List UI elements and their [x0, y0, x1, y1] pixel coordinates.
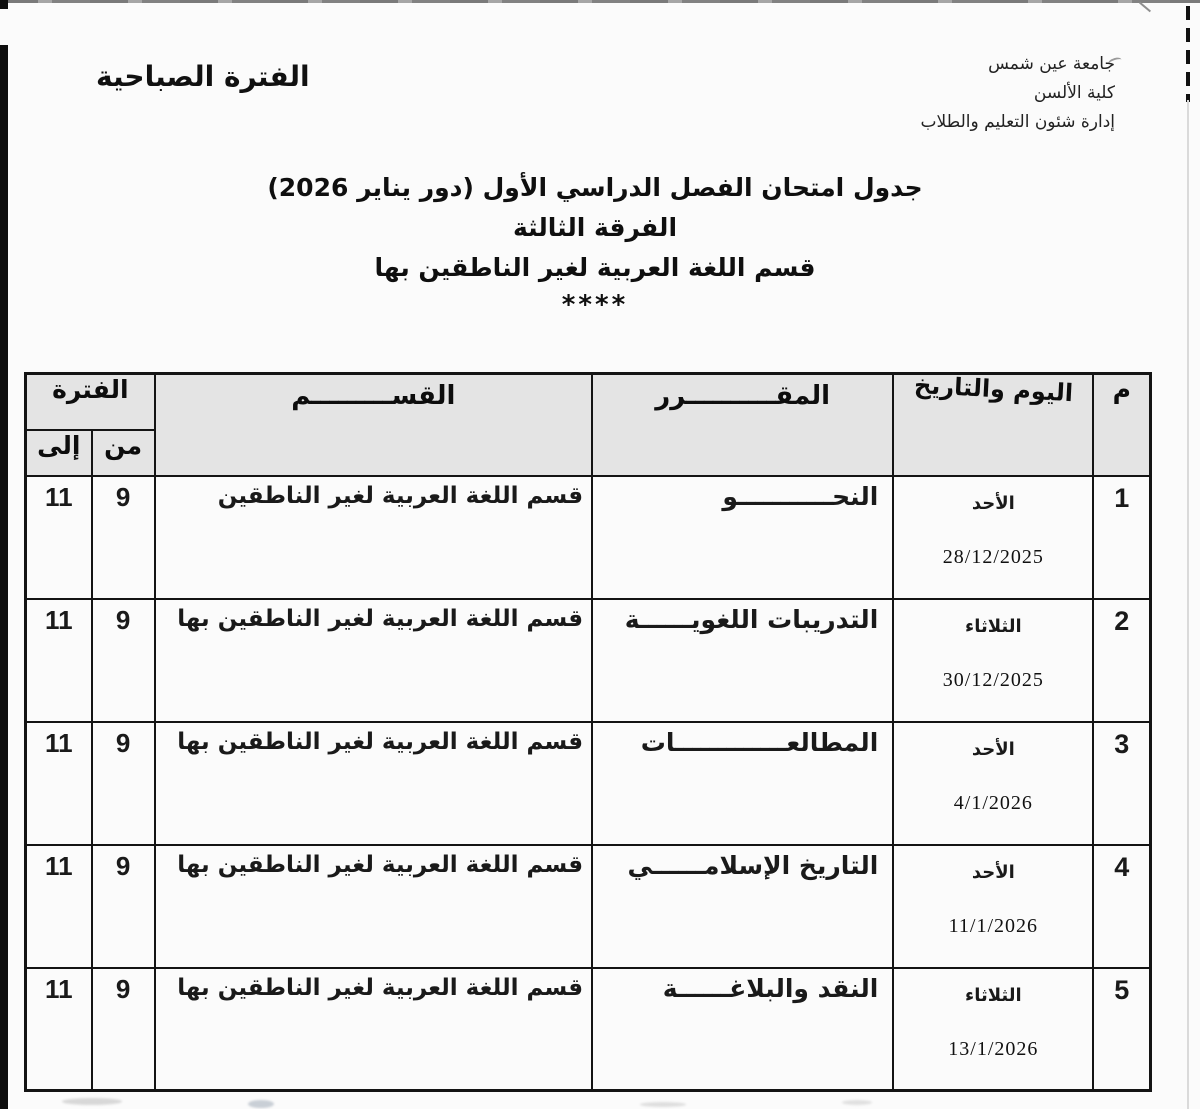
exam-table — [24, 372, 1152, 1092]
letterhead — [921, 50, 1116, 137]
period-label: الفترة الصباحية — [96, 60, 310, 93]
row-day-date — [893, 722, 1093, 845]
row-index: 3 — [1093, 722, 1150, 845]
table-row — [26, 476, 1151, 599]
row-course: التدريبات اللغويــــــة — [592, 599, 893, 722]
header-index: م — [1093, 374, 1150, 476]
row-department: قسم اللغة العربية لغير الناطقين بها — [155, 599, 592, 722]
row-day: الأحد — [971, 738, 1015, 760]
row-to: 11 — [26, 845, 92, 968]
row-from: 9 — [92, 722, 155, 845]
letterhead-office: إدارة شئون التعليم والطلاب — [920, 112, 1115, 132]
title-line-3: قسم اللغة العربية لغير الناطقين بها — [374, 253, 816, 282]
header-department: القســـــــــم — [155, 374, 592, 476]
scan-smudge — [842, 1100, 872, 1105]
row-from: 9 — [92, 476, 155, 599]
row-from: 9 — [92, 599, 155, 722]
row-index: 4 — [1093, 845, 1150, 968]
scan-edge-left — [0, 0, 8, 1109]
row-date: 30/12/2025 — [942, 668, 1044, 691]
exam-table-body — [26, 476, 1151, 1091]
scan-smudge — [248, 1100, 274, 1108]
row-day: الثلاثاء — [965, 615, 1022, 637]
row-day: الأحد — [971, 492, 1015, 514]
header-day-date — [893, 370, 1093, 476]
scan-smudge — [640, 1102, 686, 1107]
row-day-date — [893, 599, 1093, 722]
row-course: المطالعـــــــــــــات — [592, 722, 893, 845]
row-date: 11/1/2026 — [948, 914, 1039, 937]
row-department: قسم اللغة العربية لغير الناطقين — [155, 476, 592, 599]
row-day: الأحد — [971, 861, 1015, 883]
row-to: 11 — [26, 476, 92, 599]
scan-smudge — [62, 1098, 122, 1105]
row-index: 1 — [1093, 476, 1150, 599]
row-to: 11 — [26, 722, 92, 845]
row-day-date — [893, 845, 1093, 968]
title-separator: **** — [561, 290, 629, 320]
row-day: الثلاثاء — [965, 984, 1022, 1006]
row-department: قسم اللغة العربية لغير الناطقين بها — [155, 845, 592, 968]
row-course: النقد والبلاغــــــة — [592, 968, 893, 1091]
header-period: الفترة — [26, 374, 155, 430]
table-row — [26, 968, 1151, 1091]
row-department: قسم اللغة العربية لغير الناطقين بها — [155, 968, 592, 1091]
row-to: 11 — [26, 968, 92, 1091]
header-day-date-label: اليوم والتاريخ — [913, 370, 1074, 408]
row-course: التاريخ الإسلامــــــي — [592, 845, 893, 968]
row-index: 5 — [1093, 968, 1150, 1091]
header-from: من — [92, 430, 155, 476]
title-block — [0, 168, 1190, 322]
scan-corner-mark — [1139, 2, 1151, 13]
title-line-1: جدول امتحان الفصل الدراسي الأول (دور يناير 2026) — [267, 173, 923, 202]
row-department: قسم اللغة العربية لغير الناطقين بها — [155, 722, 592, 845]
scan-edge-right-dashes — [1186, 6, 1190, 102]
header-course: المقــــــــــرر — [592, 374, 893, 476]
exam-table-header — [26, 370, 1151, 476]
table-row — [26, 845, 1151, 968]
table-row — [26, 722, 1151, 845]
row-day-date — [893, 476, 1093, 599]
row-index: 2 — [1093, 599, 1150, 722]
scan-edge-left-gap — [0, 9, 8, 45]
title-line-2: الفرقة الثالثة — [512, 213, 678, 242]
row-from: 9 — [92, 845, 155, 968]
letterhead-university: جامعة عين شمس — [988, 54, 1115, 74]
row-course: النحـــــــــــو — [592, 476, 893, 599]
row-day-date — [893, 968, 1093, 1091]
scan-edge-top — [0, 0, 1200, 3]
row-date: 4/1/2026 — [953, 791, 1033, 814]
row-to: 11 — [26, 599, 92, 722]
letterhead-faculty: كلية الألسن — [1033, 83, 1115, 103]
exam-schedule-table — [24, 372, 1152, 1092]
header-to: إلى — [26, 430, 92, 476]
table-row — [26, 599, 1151, 722]
row-from: 9 — [92, 968, 155, 1091]
row-date: 13/1/2026 — [948, 1037, 1039, 1060]
row-date: 28/12/2025 — [942, 545, 1044, 568]
